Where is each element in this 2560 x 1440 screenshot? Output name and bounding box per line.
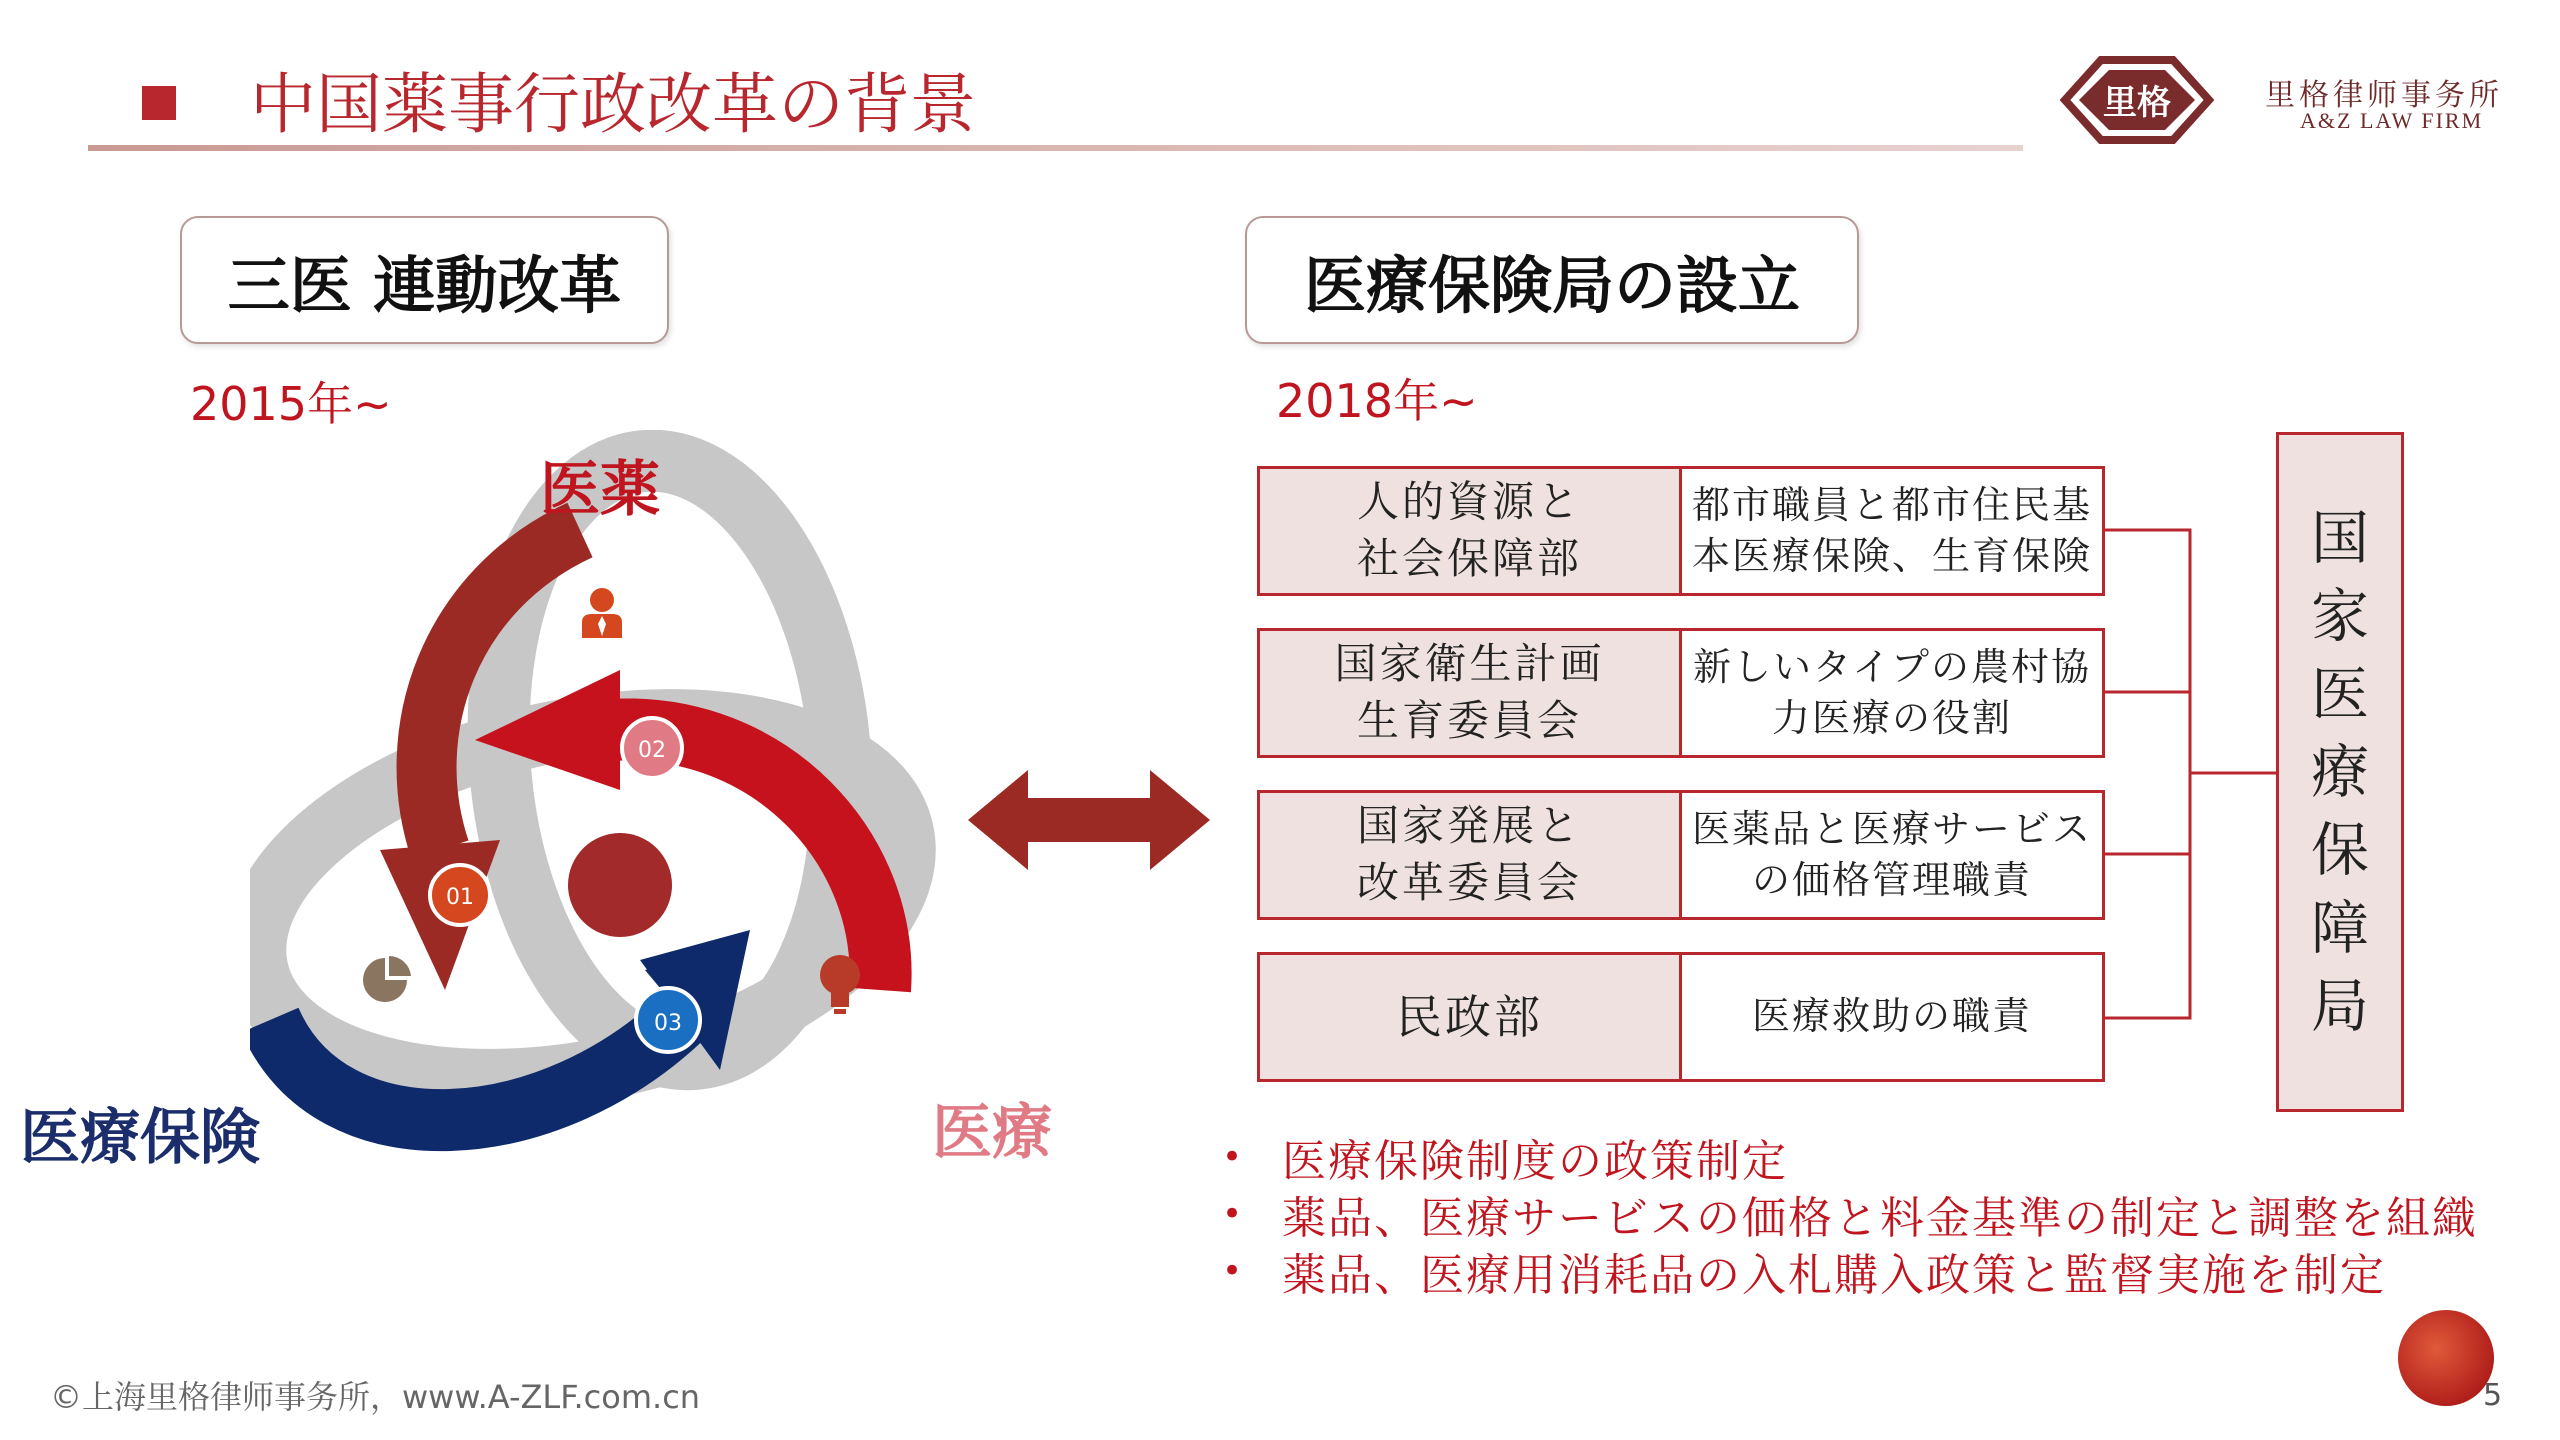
badge-01 <box>430 865 490 925</box>
label-pharma: 医薬 <box>540 455 660 525</box>
pie-chart-icon <box>363 956 411 1002</box>
title-bullet-square <box>142 86 176 120</box>
department-cell: 国家発展と 改革委員会 <box>1257 790 1682 920</box>
list-item: • 薬品、医療サービスの価格と料金基準の制定と調整を組織 <box>1222 1192 2478 1244</box>
bracket-connector <box>2100 525 2280 1045</box>
center-circle <box>568 833 672 937</box>
list-item: • 薬品、医療用消耗品の入札購入政策と監督実施を制定 <box>1222 1249 2386 1301</box>
svg-text:03: 03 <box>654 1011 682 1036</box>
logo-emblem-text: 里格 <box>2103 83 2171 123</box>
department-cell: 国家衛生計画 生育委員会 <box>1257 628 1682 758</box>
logo-english-name: A&Z LAW FIRM <box>2300 108 2484 133</box>
table-row <box>1257 790 2105 920</box>
person-icon <box>582 588 622 638</box>
heading-three-medical-reform: 三医 連動改革 <box>180 216 669 344</box>
heading-nhsa-establishment: 医療保険局の設立 <box>1245 216 1859 344</box>
department-cell: 人的資源と 社会保障部 <box>1257 466 1682 596</box>
table-row <box>1257 952 2105 1082</box>
table-row <box>1257 466 2105 596</box>
page-number: 5 <box>2483 1378 2503 1413</box>
red-seal-icon <box>2398 1310 2494 1406</box>
double-arrow-icon <box>968 770 1210 870</box>
list-item: • 医療保険制度の政策制定 <box>1222 1135 1788 1187</box>
responsibility-cell: 医薬品と医療サービス の価格管理職責 <box>1679 790 2105 920</box>
department-cell: 民政部 <box>1257 952 1682 1082</box>
svg-text:02: 02 <box>638 738 666 763</box>
responsibility-cell: 医療救助の職責 <box>1679 952 2105 1082</box>
page-title: 中国薬事行政改革の背景 <box>250 66 976 143</box>
year-2015: 2015年~ <box>190 377 392 431</box>
table-row <box>1257 628 2105 758</box>
three-medical-cycle-diagram <box>250 430 1010 1180</box>
badge-03 <box>636 988 700 1052</box>
label-medical-care: 医療 <box>932 1098 1052 1168</box>
responsibility-cell: 新しいタイプの農村協 力医療の役割 <box>1679 628 2105 758</box>
logo-chinese-name: 里格律师事务所 <box>2265 78 2503 113</box>
label-medical-insurance: 医療保険 <box>20 1103 260 1173</box>
title-underline <box>88 145 2023 151</box>
footer-copyright: ©上海里格律师事务所，www.A-ZLF.com.cn <box>50 1378 701 1416</box>
national-healthcare-security-bureau-box: 国 家 医 療 保 障 局 <box>2276 432 2404 1112</box>
svg-text:01: 01 <box>446 885 474 910</box>
responsibility-cell: 都市職員と都市住民基 本医療保険、生育保険 <box>1679 466 2105 596</box>
badge-02 <box>622 718 682 778</box>
year-2018: 2018年~ <box>1276 374 1478 428</box>
responsibility-bullet-list <box>1222 1128 2542 1299</box>
